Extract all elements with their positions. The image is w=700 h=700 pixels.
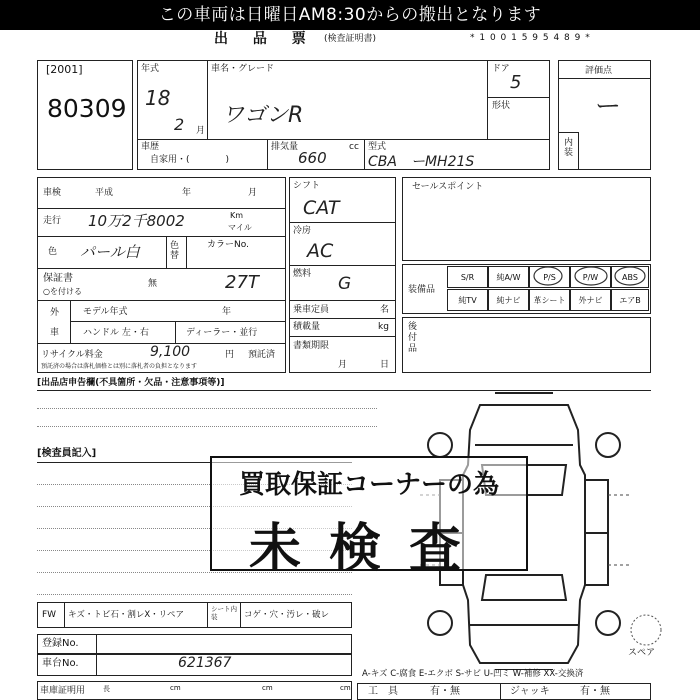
warranty-label: 保証書 — [43, 273, 73, 284]
reg-expiry-label: 書類期限 — [293, 341, 330, 351]
spare-label: スペア — [628, 648, 656, 658]
not-inspected-stamp — [210, 456, 528, 579]
capacity-unit: 名 — [380, 305, 390, 315]
rear-accessories-box — [402, 317, 651, 373]
equip-tv: 純TV — [447, 289, 488, 311]
lot-code: [2001] — [46, 63, 83, 76]
equip-pw: P/W — [570, 266, 611, 288]
shift-label: シフト — [293, 181, 321, 191]
inspection-month-suffix: 月 — [248, 188, 258, 198]
color-replaced: 色替 — [170, 241, 180, 261]
warranty-value: 無 — [148, 279, 158, 289]
year-month: 2 — [174, 115, 185, 134]
import-model-year: モデル年式 — [83, 307, 128, 317]
registration-row — [37, 634, 352, 654]
model-label: 車名・グレード — [211, 64, 275, 74]
door-label: ドア — [492, 64, 510, 74]
rating-label: 評価点 — [585, 66, 613, 76]
inspector-label: [検査員記入] — [37, 448, 97, 459]
doc-title: 出 品 票 — [214, 31, 316, 47]
import-label-1: 外 — [50, 308, 60, 318]
capacity-label: 乗車定員 — [293, 305, 330, 315]
cert-cm-1: cm — [170, 684, 181, 692]
mileage-label: 走行 — [43, 216, 62, 226]
tools-value: 有・無 — [430, 686, 460, 697]
equipment-circle-marks — [525, 262, 655, 292]
cert-cm-3: cm — [340, 684, 351, 692]
recycle-deposit: 預託済 — [248, 350, 276, 360]
model-type-label: 型式 — [368, 142, 387, 152]
defects-fw-text: キズ・トビ石・割レX・リペア — [68, 610, 184, 620]
doc-subtitle: (検査証明書) — [324, 34, 377, 44]
model-value: ワゴンR — [222, 103, 304, 128]
tools-label: 工 具 — [368, 686, 398, 697]
shape-label: 形状 — [492, 101, 511, 111]
shift-value: CAT — [303, 197, 340, 219]
displacement-unit: cc — [349, 142, 359, 152]
import-label-2: 車 — [50, 328, 60, 338]
load-unit: kg — [378, 322, 389, 332]
jack-value: 有・無 — [580, 686, 610, 697]
defects-fw: FW — [42, 610, 57, 620]
jack-label: ジャッキ — [510, 686, 550, 697]
import-dealer: ディーラー・並行 — [186, 328, 258, 338]
import-handle: ハンドル 左・右 — [83, 328, 149, 338]
color-code-label: カラーNo. — [207, 240, 249, 250]
cert-label: 車庫証明用 — [40, 686, 86, 696]
mileage-unit-km: Km — [230, 211, 244, 220]
aircon-value: AC — [307, 240, 334, 262]
equip-airbag: エアB — [611, 289, 649, 311]
equip-aw: 純A/W — [488, 266, 529, 288]
reg-expiry-month: 月 — [338, 360, 348, 370]
defect-legend: A-キズ C-腐食 E-エクボ S-サビ U-凹ミ W-補修 XX-交換済 — [362, 669, 584, 679]
top-banner: この車両は日曜日AM8:30からの搬出となります — [0, 0, 700, 30]
year-month-suffix: 月 — [196, 126, 206, 136]
color-label: 色 — [48, 247, 58, 257]
equip-ext-navi: 外ナビ — [570, 289, 611, 311]
door-value: 5 — [510, 72, 522, 93]
aircon-label: 冷房 — [293, 226, 312, 236]
year-label: 年式 — [141, 64, 160, 74]
chassis-label: 車台No. — [42, 658, 79, 669]
color-value: パール白 — [80, 243, 140, 261]
interior-label: 内装 — [564, 138, 574, 158]
defects-seat-text: コゲ・穴・汚レ・破レ — [244, 610, 330, 620]
equip-navi: 純ナビ — [488, 289, 529, 311]
registration-label: 登録No. — [42, 638, 79, 649]
equip-ps: P/S — [529, 266, 570, 288]
equip-leather: 革シート — [529, 289, 570, 311]
inspection-year-suffix: 年 — [182, 188, 192, 198]
equip-sr: S/R — [447, 266, 488, 288]
inspection-label: 車検 — [43, 188, 62, 198]
color-code: 27T — [225, 272, 259, 293]
stamp-line-2: 未検査 — [248, 519, 489, 579]
displacement-value: 660 — [298, 149, 327, 167]
cert-length: 長 — [103, 685, 110, 693]
history-value: 自家用・( ) — [150, 155, 230, 165]
load-label: 積載量 — [293, 322, 321, 332]
history-label: 車歴 — [141, 142, 160, 152]
vehicle-info-block — [137, 60, 550, 170]
equipment-label: 装備品 — [408, 285, 436, 295]
spare-tire-icon — [628, 612, 664, 648]
import-year-suffix: 年 — [222, 307, 232, 317]
mileage-value: 10万2千8002 — [88, 212, 185, 230]
lot-number: 80309 — [47, 94, 127, 123]
recycle-unit: 円 — [225, 350, 235, 360]
chassis-value: 621367 — [178, 655, 232, 671]
equip-abs: ABS — [611, 266, 649, 288]
model-type-value: CBA ーMH21S — [368, 154, 475, 170]
year-value: 18 — [145, 86, 171, 110]
recycle-value: 9,100 — [150, 344, 191, 360]
fuel-value: G — [338, 274, 352, 294]
fuel-label: 燃料 — [293, 269, 312, 279]
mileage-unit-mile: マイル — [228, 223, 252, 232]
reg-expiry-day: 日 — [380, 360, 390, 370]
rating-value: ー — [595, 92, 622, 122]
stamp-line-1: 買取保証コーナーの為 — [238, 470, 499, 500]
recycle-label: リサイクル料金 — [41, 350, 103, 360]
inspection-era: 平成 — [95, 188, 114, 198]
sales-point-label: セールスポイント — [412, 182, 484, 192]
recycle-note: 預託済の場合は落札価格とは別に落札者の負担となります — [41, 363, 198, 370]
rear-label: 後付品 — [408, 322, 418, 354]
warranty-note: ○を付ける — [43, 287, 82, 296]
defects-seat: シート内装 — [211, 605, 237, 621]
cert-cm-2: cm — [262, 684, 273, 692]
seller-notes-label: [出品店申告欄(不具箇所・欠品・注意事項等)] — [37, 378, 225, 388]
displacement-label: 排気量 — [271, 142, 299, 152]
doc-serial: * 1 0 0 1 5 9 5 4 8 9 * — [470, 33, 591, 43]
